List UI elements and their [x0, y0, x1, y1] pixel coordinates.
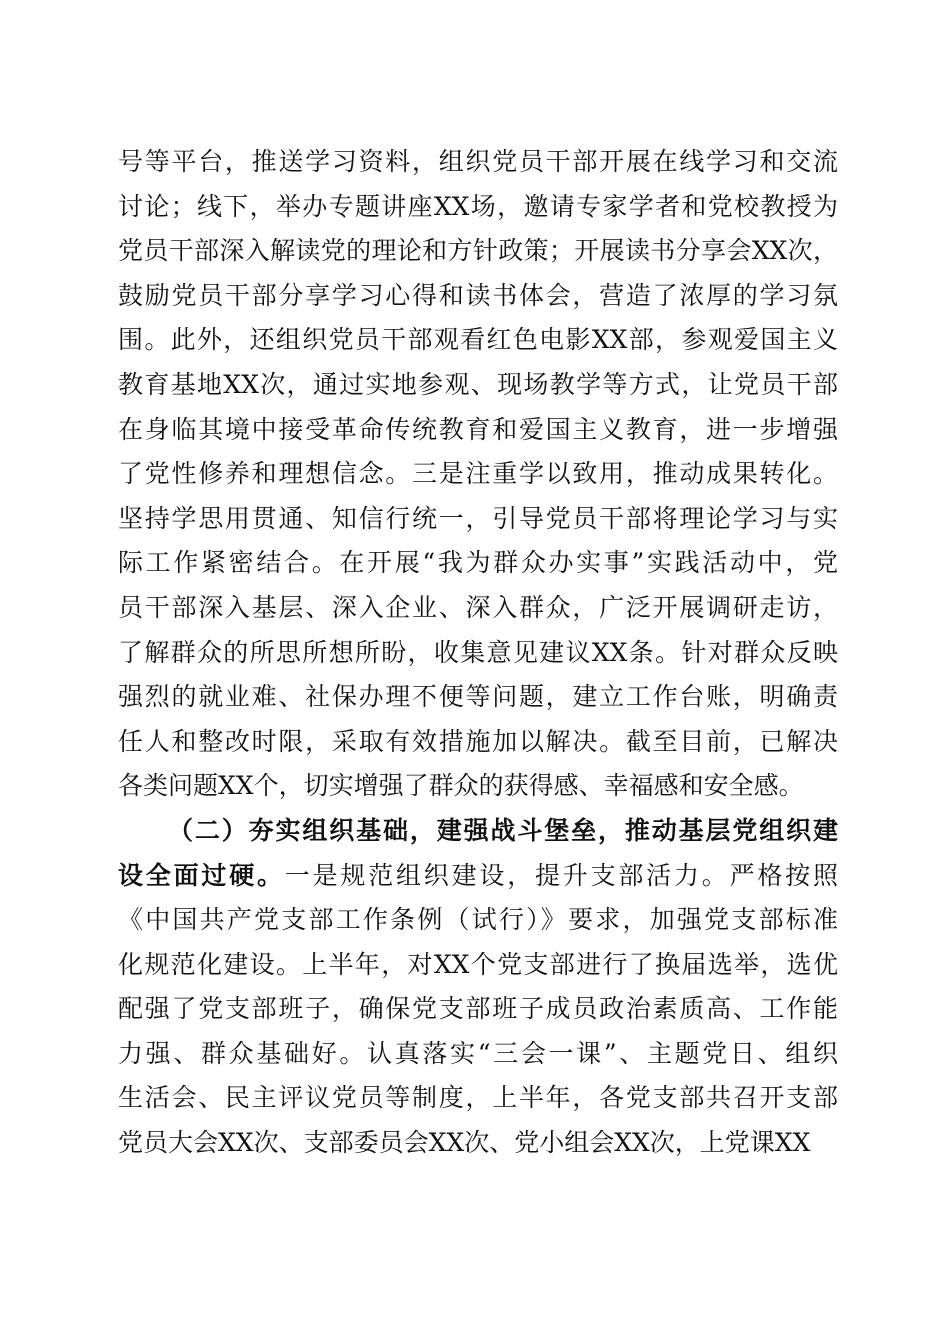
- body-text-segment: 号等平台，推送学习资料，组织党员干部开展在线学习和交流: [118, 147, 838, 176]
- body-text-segment: 力强、群众基础好。认真落实“三会一课”、主题党日、组织: [118, 1038, 838, 1068]
- text-line: [118, 854, 838, 899]
- text-line: [118, 675, 838, 720]
- text-line: [118, 140, 838, 185]
- body-text-segment: 任人和整改时限，采取有效措施加以解决。截至目前，已解决: [118, 726, 838, 756]
- text-line: [118, 541, 838, 586]
- text-line: [118, 363, 838, 408]
- text-line: [118, 764, 838, 809]
- body-text-segment: 各类问题XX个，切实增强了群众的获得感、幸福感和安全感。: [118, 771, 804, 801]
- text-line: [118, 809, 838, 854]
- text-line: [118, 987, 838, 1032]
- text-line: [118, 318, 838, 363]
- text-line: [118, 274, 838, 319]
- text-line: [118, 586, 838, 631]
- body-text-segment: 讨论；线下，举办专题讲座XX场，邀请专家学者和党校教授为: [118, 191, 838, 221]
- text-line: [118, 1121, 838, 1166]
- body-text-segment: 生活会、民主评议党员等制度，上半年，各党支部共召开支部: [118, 1083, 838, 1113]
- body-text-segment: 一是规范组织建设，提升支部活力。严格按照: [284, 860, 838, 890]
- text-line: [118, 408, 838, 453]
- body-text-segment: 际工作紧密结合。在开展“我为群众办实事”实践活动中，党: [118, 548, 838, 578]
- text-line: [118, 497, 838, 542]
- text-line: [118, 898, 838, 943]
- text-line: [118, 229, 838, 274]
- body-text-segment: 强烈的就业难、社保办理不便等问题，建立工作台账，明确责: [118, 682, 838, 712]
- text-line: [118, 943, 838, 988]
- text-line: [118, 185, 838, 230]
- body-text-segment: 《中国共产党支部工作条例（试行）》要求，加强党支部标准: [118, 905, 838, 935]
- text-line: [118, 1032, 838, 1077]
- body-text-segment: 配强了党支部班子，确保党支部班子成员政治素质高、工作能: [118, 994, 838, 1024]
- body-text-segment: 了解群众的所思所想所盼，收集意见建议XX条。针对群众反映: [118, 637, 838, 667]
- text-line: [118, 452, 838, 497]
- heading-text: （二）夯实组织基础，建强战斗堡垒，推动基层党组织建: [168, 815, 838, 845]
- body-text-segment: 员干部深入基层、深入企业、深入群众，广泛开展调研走访，: [118, 592, 838, 622]
- body-text-segment: 教育基地XX次，通过实地参观、现场教学等方式，让党员干部: [118, 369, 838, 399]
- body-text-segment: 党员干部深入解读党的理论和方针政策；开展读书分享会XX次，: [118, 236, 838, 266]
- body-text-segment: 坚持学思用贯通、知信行统一，引导党员干部将理论学习与实: [118, 503, 838, 533]
- body-text-segment: 了党性修养和理想信念。三是注重学以致用，推动成果转化。: [118, 459, 838, 489]
- body-text-segment: 党员大会XX次、支部委员会XX次、党小组会XX次，上党课XX: [118, 1128, 811, 1158]
- body-text-segment: 化规范化建设。上半年，对XX个党支部进行了换届选举，选优: [118, 949, 838, 979]
- text-line: [118, 631, 838, 676]
- body-text-segment: 鼓励党员干部分享学习心得和读书体会，营造了浓厚的学习氛: [118, 280, 838, 310]
- body-text: [118, 140, 838, 1166]
- body-text-segment: 在身临其境中接受革命传统教育和爱国主义教育，进一步增强: [118, 414, 838, 444]
- heading-text: 设全面过硬。: [118, 860, 285, 890]
- text-line: [118, 720, 838, 765]
- body-text-segment: 围。此外，还组织党员干部观看红色电影XX部，参观爱国主义: [118, 325, 838, 355]
- text-line: [118, 1076, 838, 1121]
